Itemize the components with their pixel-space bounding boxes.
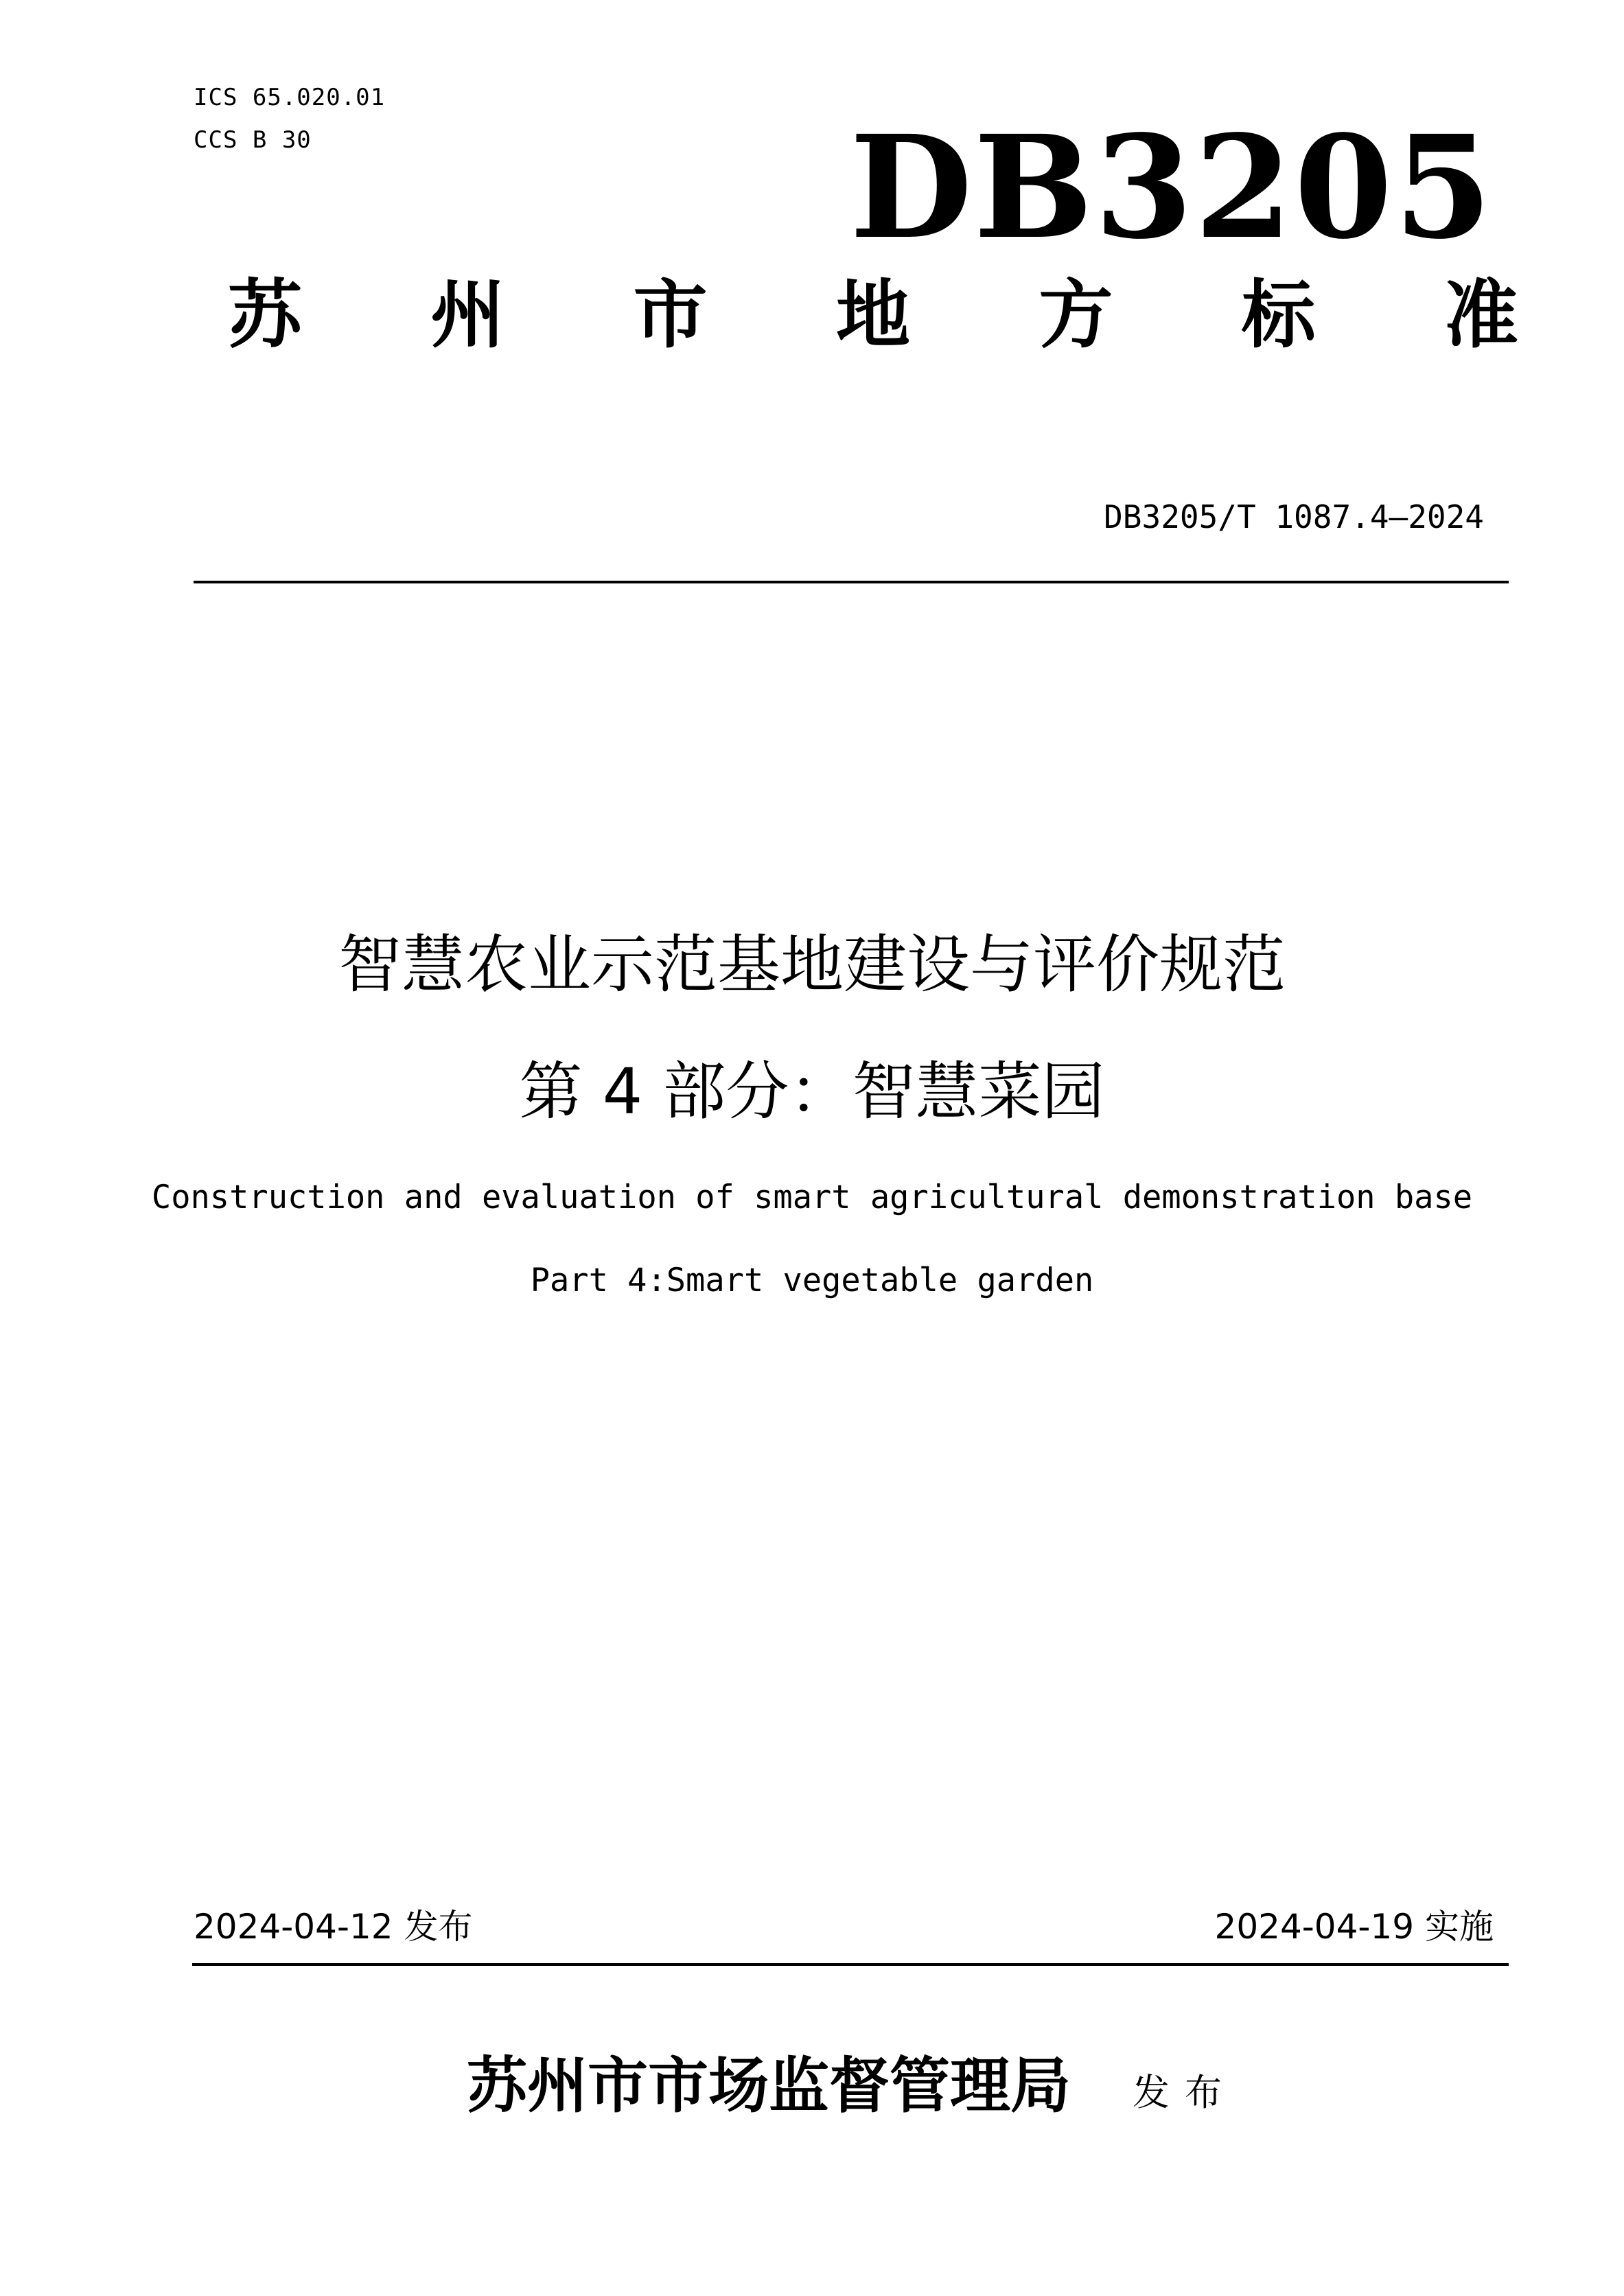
standard-type-char: 州 [430, 272, 505, 358]
standard-number: DB3205/T 1087.4—2024 [1104, 498, 1484, 535]
title-en-main: Construction and evaluation of smart agricultural demonstration base [151, 1179, 1473, 1216]
bottom-divider [192, 1963, 1509, 1966]
top-divider [194, 581, 1509, 583]
issue-date: 2024-04-12 发布 [194, 1907, 473, 1947]
standard-type-char: 地 [835, 272, 910, 358]
standard-type-heading [228, 272, 1518, 358]
publish-label: 发布 [1133, 2071, 1237, 2114]
standard-code-logo: DB3205 [849, 104, 1494, 270]
standard-type-char: 准 [1443, 272, 1518, 358]
title-cn-main: 智慧农业示范基地建设与评价规范 [338, 928, 1286, 1001]
ics-code: ICS 65.020.01 [194, 84, 386, 111]
publisher-name: 苏州市市场监督管理局 [467, 2050, 1071, 2121]
title-en-part: Part 4:Smart vegetable garden [530, 1262, 1094, 1299]
title-cn-part: 第 4 部分：智慧菜园 [519, 1055, 1105, 1128]
standard-type-char: 标 [1241, 272, 1316, 358]
standard-type-char: 苏 [228, 272, 303, 358]
standard-type-char: 方 [1039, 272, 1113, 358]
standard-type-char: 市 [633, 272, 708, 358]
implementation-date: 2024-04-19 实施 [1214, 1907, 1494, 1947]
ccs-code: CCS B 30 [194, 126, 312, 154]
